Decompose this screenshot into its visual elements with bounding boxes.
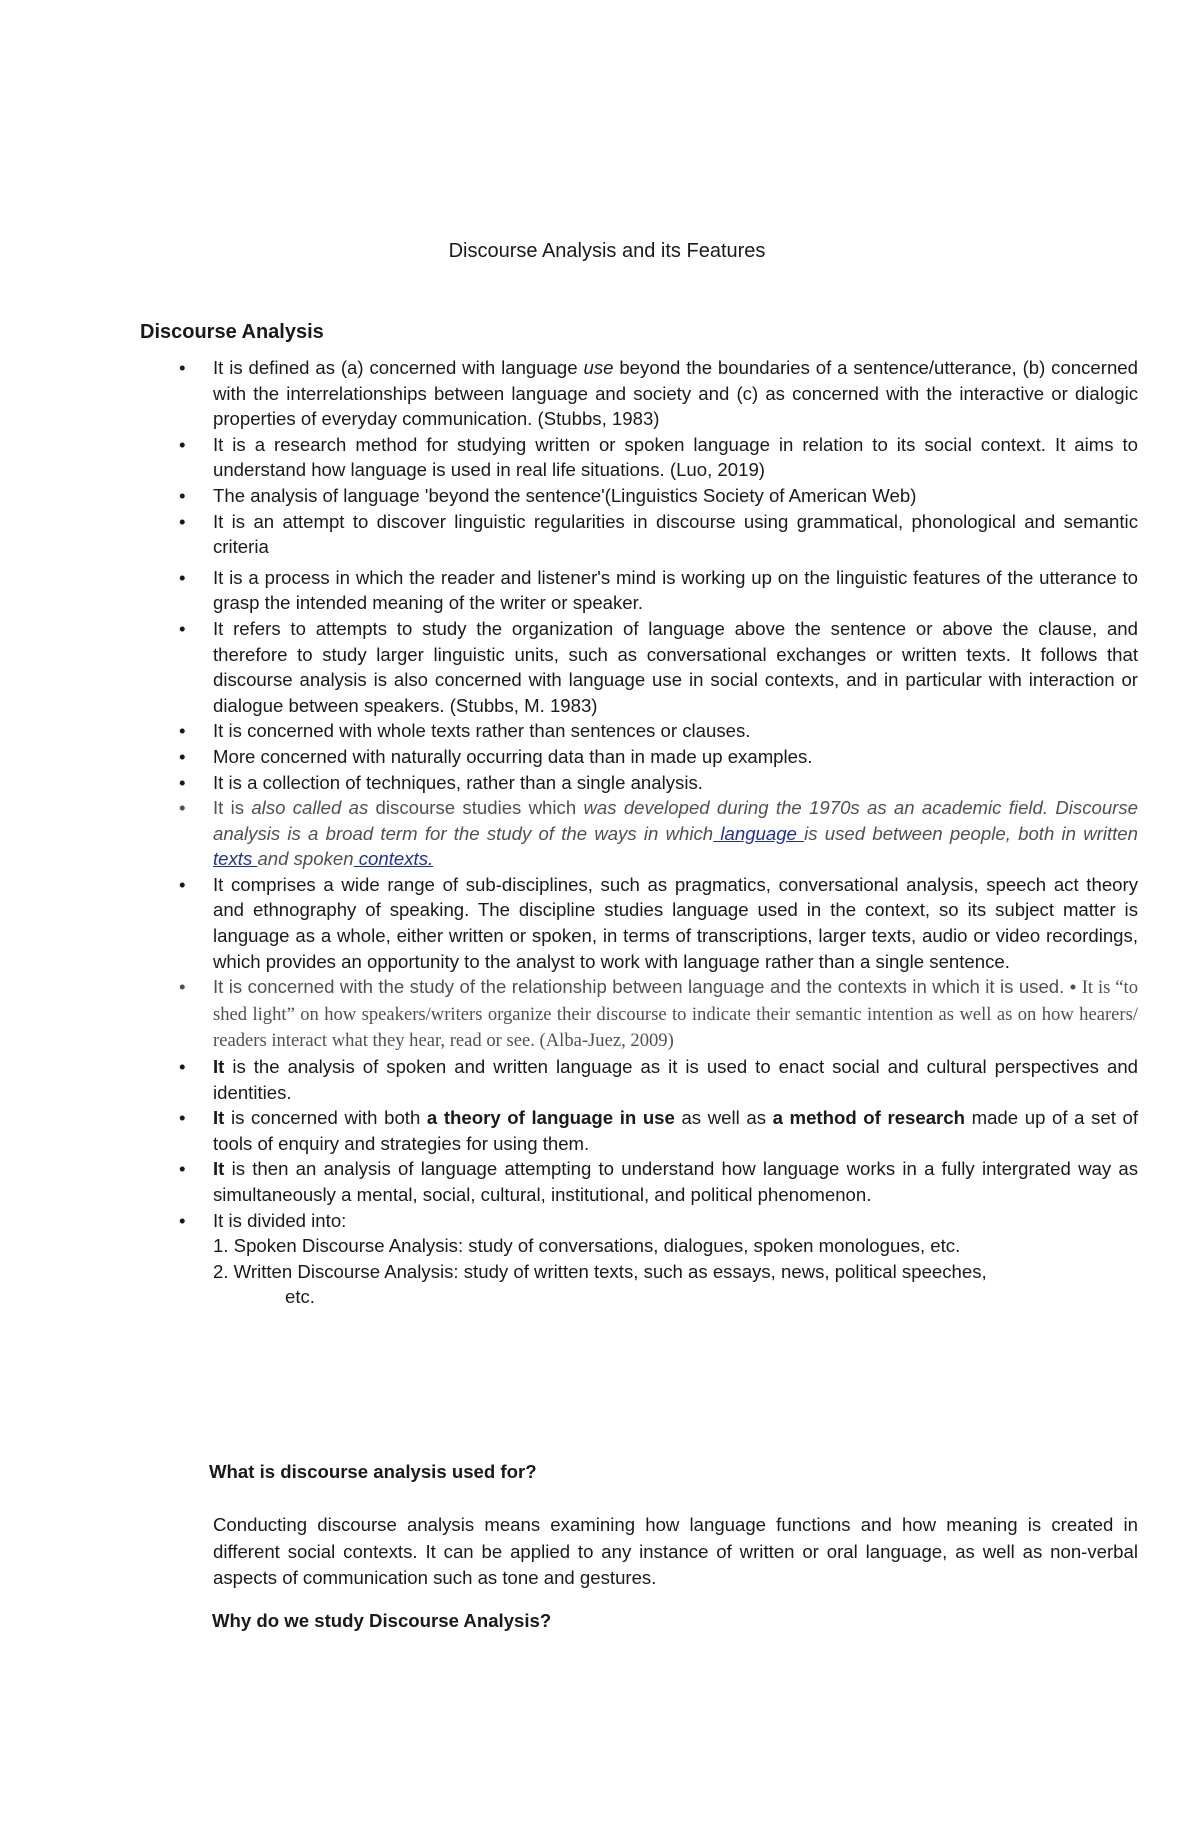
list-item: • It is concerned with whole texts rather than sentences or clauses. — [175, 718, 1138, 744]
list-item: • The analysis of language 'beyond the sentence'(Linguistics Society of American Web) — [175, 483, 1138, 509]
list-item: • It is concerned with the study of the relationship between language and the contexts in which it is used. • It is “to shed light” on how speakers/writers organize their discourse to indicate their semantic intention as well as on how hearers/ readers interact what they hear, read or see. (Alba-Juez, 2009) — [175, 974, 1138, 1054]
list-item: • It is a research method for studying written or spoken language in relation to its social context. It aims to understand how language is used in real life situations. (Luo, 2019) — [175, 432, 1138, 483]
emphasis-text: use — [583, 357, 614, 378]
question-heading-used-for: What is discourse analysis used for? — [209, 1461, 537, 1482]
list-item: • It is defined as (a) concerned with language use beyond the boundaries of a sentence/utterance, (b) concerned with the interrelationships between language and society and (c) as concerned with the interactive or dialogic properties of everyday communication. (Stubbs, 1983) — [175, 355, 1138, 432]
list-item: • It is concerned with both a theory of language in use as well as a method of research made up of a set of tools of enquiry and strategies for using them. — [175, 1105, 1138, 1156]
list-item: • It comprises a wide range of sub-disciplines, such as pragmatics, conversational analysis, speech act theory and ethnography of speaking. The discipline studies language used in the context, so its subject matter is language as a whole, either written or spoken, in terms of transcriptions, larger texts, audio or video recordings, which provides an opportunity to the analyst to work with language rather than a single sentence. — [175, 872, 1138, 974]
list-item: • It refers to attempts to study the organization of language above the sentence or above the clause, and therefore to study larger linguistic units, such as conversational exchanges or written texts. It follows that discourse analysis is also concerned with language use in social contexts, and in particular with interaction or dialogue between speakers. (Stubbs, M. 1983) — [175, 616, 1138, 718]
sub-item-spoken: 1. Spoken Discourse Analysis: study of conversations, dialogues, spoken monologues, etc. — [213, 1235, 961, 1257]
list-item: • It is also called as discourse studies which was developed during the 1970s as an academic field. Discourse analysis is a broad term for the study of the ways in which language is used between people, both in written texts and spoken contexts. — [175, 795, 1138, 872]
language-link[interactable]: language — [713, 822, 805, 844]
answer-paragraph: Conducting discourse analysis means examining how language functions and how meaning is created in different social contexts. It can be applied to any instance of written or oral language, as well as non-verbal aspects of communication such as tone and gestures. — [213, 1514, 1138, 1588]
list-item: • It is a process in which the reader and listener's mind is working up on the linguistic features of the utterance to grasp the intended meaning of the writer or speaker. — [175, 565, 1138, 616]
contexts-link[interactable]: contexts. — [353, 848, 434, 870]
section-heading: Discourse Analysis — [140, 321, 324, 343]
question-heading-why-study: Why do we study Discourse Analysis? — [212, 1610, 552, 1631]
definition-list — [175, 355, 1138, 1310]
list-item: • It is a collection of techniques, rather than a single analysis. — [175, 770, 1138, 796]
sub-item-written: 2. Written Discourse Analysis: study of written texts, such as essays, news, political speeches, — [213, 1260, 987, 1282]
list-item: • It is an attempt to discover linguistic regularities in discourse using grammatical, phonological and semantic criteria — [175, 509, 1138, 560]
list-item: • It is the analysis of spoken and written language as it is used to enact social and cultural perspectives and identities. — [175, 1054, 1138, 1105]
list-item: • More concerned with naturally occurring data than in made up examples. — [175, 744, 1138, 770]
list-item: • It is divided into: 1. Spoken Discourse Analysis: study of conversations, dialogues, spoken monologues, etc. 2. Written Discourse Analysis: study of written texts, such as essays, news, political speeches, etc. — [175, 1208, 1138, 1310]
texts-link[interactable]: texts — [213, 848, 258, 870]
document-title: Discourse Analysis and its Features — [448, 240, 766, 262]
serif-quote-text: It is “to shed light” on how speakers/writers organize their discourse to indicate their semantic intention as well as on how hearers/ readers interact what they hear, read or see. (Alba-Juez, 2009) — [213, 977, 1138, 1052]
list-item: • It is then an analysis of language attempting to understand how language works in a fully intergrated way as simultaneously a mental, social, cultural, institutional, and political phenomenon. — [175, 1156, 1138, 1207]
